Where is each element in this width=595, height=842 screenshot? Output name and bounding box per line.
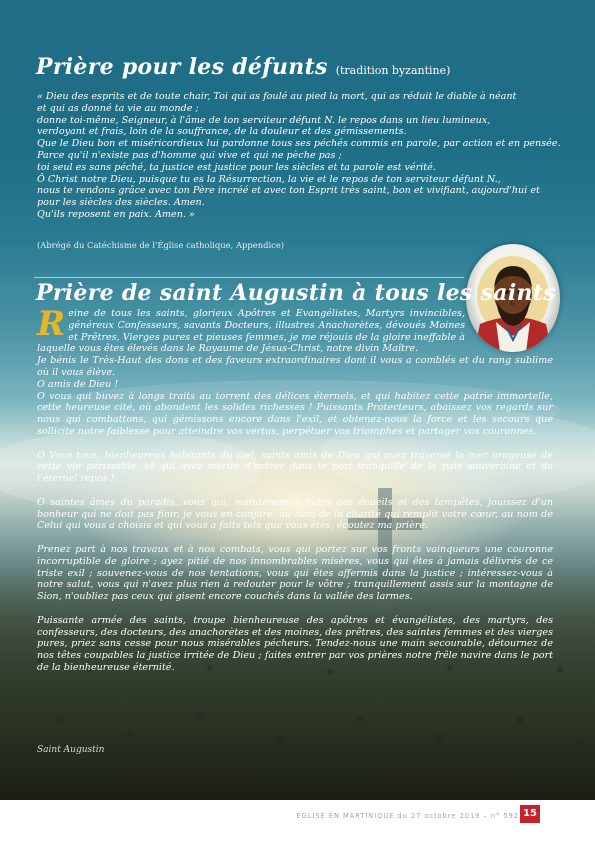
prayer2-title: Prière de saint Augustin à tous les saints (36, 280, 556, 306)
prayer1-line: Que le Dieu bon et miséricordieux lui pardonne tous ses péchés commis en parole, par action et en pensée. (37, 138, 561, 150)
prayer2-paragraph: Je bénis le Très-Haut des dons et des faveurs extraordinaires dont il vous a comblés et du rang sublime où il vous élève. (37, 355, 553, 378)
prayer2-paragraph: O saintes âmes du paradis, vous qui, maintenant à l'abri des écueils et des tempêtes, jouissez d'un bonheur qui ne doit pas finir, je vous en conjure, au nom de la charité qui remplit votre cœur, au nom de Celui qui vous a choisis et qui vous a faits tels que vous êtes, écoutez ma prière. (37, 496, 553, 532)
prayer1-line: toi seul es sans péché, ta justice est justice pour les siècles et ta parole est vérité. (37, 161, 436, 173)
drop-cap: R (37, 304, 66, 344)
signature: Saint Augustin (37, 745, 105, 755)
prayer1-title (36, 54, 450, 80)
prayer2-paragraph: Puissante armée des saints, troupe bienheureuse des apôtres et évangélistes, des martyrs, des confesseurs, des docteurs, des anachorètes et des moines, des prêtres, des saintes femmes et des vierges pures, priez sans cesse pour nous misérables pécheurs. Tendez-nous une main secourable, détournez de nos têtes coupables la justice irritée de Dieu ; faites entrer par vos prières notre frêle navire dans le port de la bienheureuse éternité. (37, 614, 553, 673)
prayer2-line: et Prêtres, Vierges pures et pieuses femmes, je me réjouis de la gloire ineffable à laquelle (37, 331, 465, 355)
prayer1-text (37, 91, 561, 221)
prayer1-title-text: Prière pour les défunts (36, 54, 328, 80)
prayer1-line: donne toi-même, Seigneur, à l'âme de ton serviteur défunt N. le repos dans un lieu lumineux, (37, 114, 491, 126)
prayer1-line: et qui as donné ta vie au monde ; (37, 102, 199, 114)
prayer1-line: nous te rendons grâce avec ton Père incréé et avec ton Esprit très saint, bon et vivifiant, aujourd'hui et (37, 185, 540, 197)
footer-publication: ÉGLISE EN MARTINIQUE du 27 octobre 2019 – n° 592 (296, 812, 519, 820)
prayer1-source: (Abrégé du Catéchisme de l'Église catholique, Appendice) (37, 240, 285, 250)
page-number-badge: 15 (520, 805, 540, 823)
prayer2-line: vous êtes élevés dans le Royaume de Jésus-Christ, notre divin Maître. (78, 343, 419, 355)
prayer2-exclamation: O amis de Dieu ! (37, 378, 119, 390)
prayer1-line: Qu'ils reposent en paix. Amen. » (37, 208, 195, 220)
prayer1-line: Ô Christ notre Dieu, puisque tu es la Résurrection, la vie et le repos de ton serviteur défunt N., (37, 173, 501, 185)
prayer2-text (37, 304, 553, 686)
prayer2-line: généreux Confesseurs, savants Docteurs, illustres Anachorètes, dévoués Moines (68, 319, 465, 331)
prayer1-subtitle: (tradition byzantine) (335, 64, 451, 77)
prayer1-line: « Dieu des esprits et de toute chair, Toi qui as foulé au pied la mort, qui as réduit le diable à néant (37, 91, 517, 102)
prayer2-paragraph (37, 304, 465, 355)
prayer1-line: pour les siècles des siècles. Amen. (37, 197, 205, 209)
section-divider (34, 277, 464, 278)
prayer1-line: Parce qu'il n'existe pas d'homme qui vive et qui ne pèche pas ; (37, 149, 342, 161)
prayer2-paragraph: Prenez part à nos travaux et à nos combats, vous qui portez sur vos fronts vainqueurs une couronne incorruptible de gloire ; ayez pitié de nos innombrables misères, vous qui êtes à jamais délivrés de ce triste exil ; souvenez-vous de nos tentations, vous qui êtes affermis dans la justice ; intéressez-vous à notre salut, vous qui n'avez plus rien à redouter pour le vôtre ; tranquillement assis sur la montagne de Sion, n'oubliez pas ceux qui gisent encore couchés dans la vallée des larmes. (37, 543, 553, 603)
prayer1-line: verdoyant et frais, loin de la souffrance, de la douleur et des gémissements. (37, 126, 407, 138)
prayer2-line: eine de tous les saints, glorieux Apôtres et Evangélistes, Martyrs invincibles, (68, 308, 465, 319)
prayer2-paragraph: O Vous tous, bienheureux habitants du ciel, saints amis de Dieu qui avez traversé la mer orageuse de cette vie périssable, et qui avez mérité d'entrer dans le port tranquille de la paix souveraine et de l'éternel repos ! (37, 449, 553, 485)
prayer2-paragraph: O vous qui buvez à longs traits au torrent des délices éternels, et qui habitez cette patrie immortelle, cette heureuse cité, où abondent les solides richesses ! Puissants Protecteurs, abaissez vos regards sur nous qui combattons, qui gémissons encore dans l'exil, et obtenez-nous la force et les secours que sollicite notre faiblesse pour atteindre vos vertus, perpétuer vos triomphes et partager vos couronnes. (37, 390, 553, 437)
